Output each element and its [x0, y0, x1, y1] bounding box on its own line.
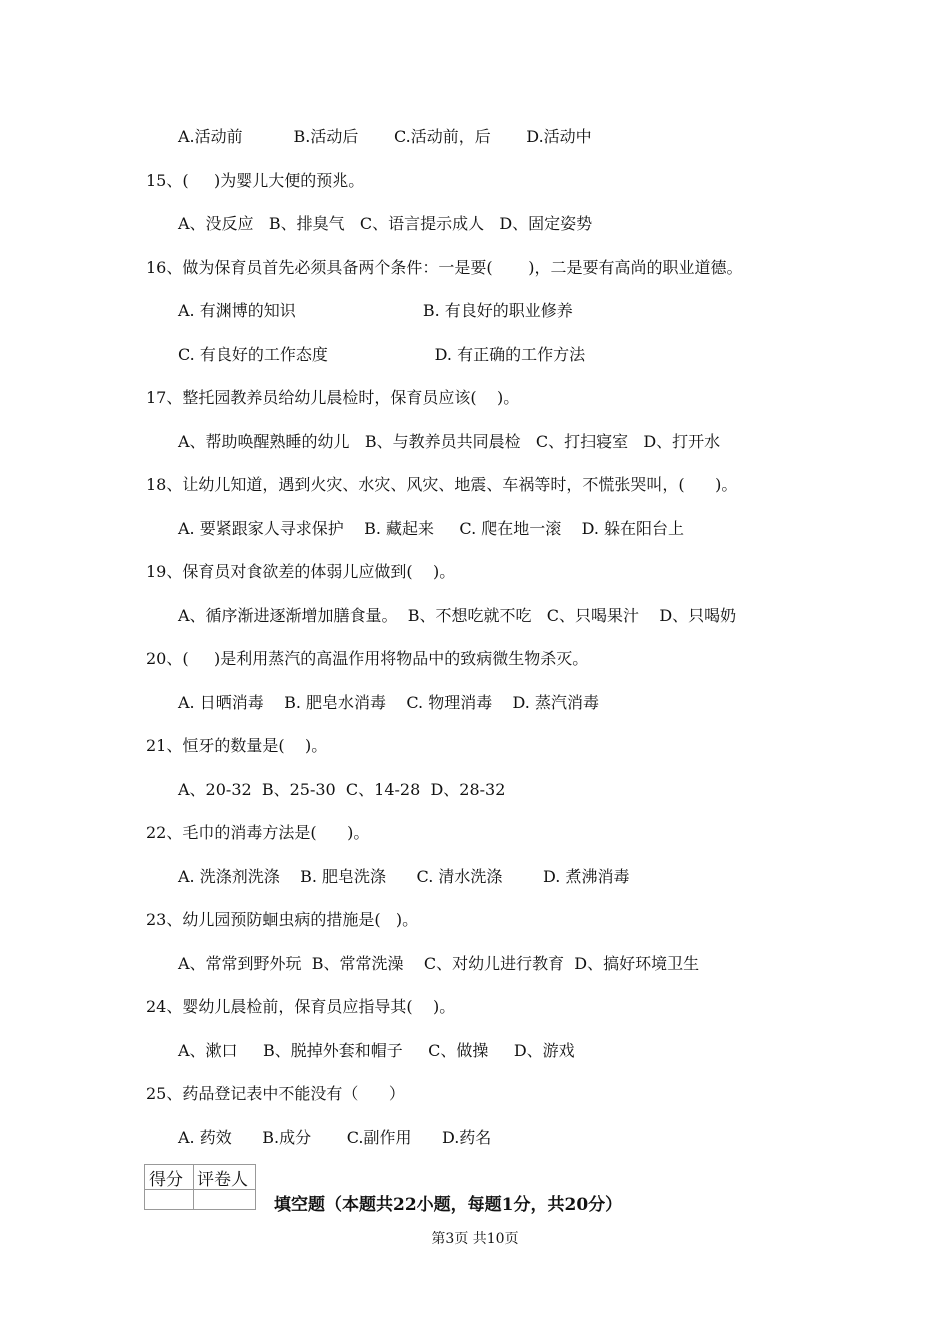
answer-options: A. 日晒消毒 B. 肥皂水消毒 C. 物理消毒 D. 蒸汽消毒: [178, 692, 599, 712]
question-stem: 15、( )为婴儿大便的预兆。: [146, 170, 365, 190]
question-stem: 21、恒牙的数量是( )。: [146, 736, 328, 755]
question-stem: 19、保育员对食欲差的体弱儿应做到( )。: [146, 562, 456, 581]
page-footer: 第3页 共10页: [431, 1231, 519, 1247]
answer-options: A、20-32 B、25-30 C、14-28 D、28-32: [178, 779, 506, 799]
answer-options: A.活动前 B.活动后 C.活动前，后 D.活动中: [178, 127, 592, 146]
answer-options: A. 药效 B.成分 C.副作用 D.药名: [178, 1127, 492, 1147]
question-stem: 20、( )是利用蒸汽的高温作用将物品中的致病微生物杀灭。: [146, 649, 589, 668]
answer-options: A、常常到野外玩 B、常常洗澡 C、对幼儿进行教育 D、搞好环境卫生: [178, 953, 700, 973]
answer-options: A、没反应 B、排臭气 C、语言提示成人 D、固定姿势: [178, 214, 593, 233]
answer-options: A、漱口 B、脱掉外套和帽子 C、做操 D、游戏: [178, 1040, 575, 1060]
question-stem: 24、婴幼儿晨检前，保育员应指导其( )。: [146, 997, 456, 1016]
question-stem: 25、药品登记表中不能没有（ ）: [146, 1084, 405, 1103]
question-stem: 22、毛巾的消毒方法是( )。: [146, 823, 370, 842]
question-stem: 18、让幼儿知道，遇到火灾、水灾、风灾、地震、车祸等时，不慌张哭叫，( )。: [146, 475, 738, 494]
question-stem: 17、整托园教养员给幼儿晨检时，保育员应该( )。: [146, 388, 520, 407]
answer-options: A. 要紧跟家人寻求保护 B. 藏起来 C. 爬在地一滚 D. 躲在阳台上: [178, 518, 685, 538]
question-stem: 23、幼儿园预防蛔虫病的措施是( )。: [146, 910, 419, 929]
answer-options: A. 有渊博的知识 B. 有良好的职业修养: [178, 301, 573, 320]
table-divider: [193, 1165, 194, 1209]
score-label: 得分: [149, 1170, 183, 1190]
answer-options: A. 洗涤剂洗涤 B. 肥皂洗涤 C. 清水洗涤 D. 煮沸消毒: [178, 866, 630, 886]
answer-options: C. 有良好的工作态度 D. 有正确的工作方法: [178, 344, 586, 364]
answer-options: A、循序渐进逐渐增加膳食量。 B、不想吃就不吃 C、只喝果汁 D、只喝奶: [178, 605, 737, 625]
section-title: 填空题（本题共22小题，每题1分，共20分）: [274, 1195, 623, 1215]
question-stem: 16、做为保育员首先必须具备两个条件：一是要( )，二是要有高尚的职业道德。: [146, 257, 743, 277]
score-table: [144, 1164, 256, 1210]
answer-options: A、帮助唤醒熟睡的幼儿 B、与教养员共同晨检 C、打扫寝室 D、打开水: [178, 431, 721, 451]
grader-label: 评卷人: [197, 1170, 248, 1190]
